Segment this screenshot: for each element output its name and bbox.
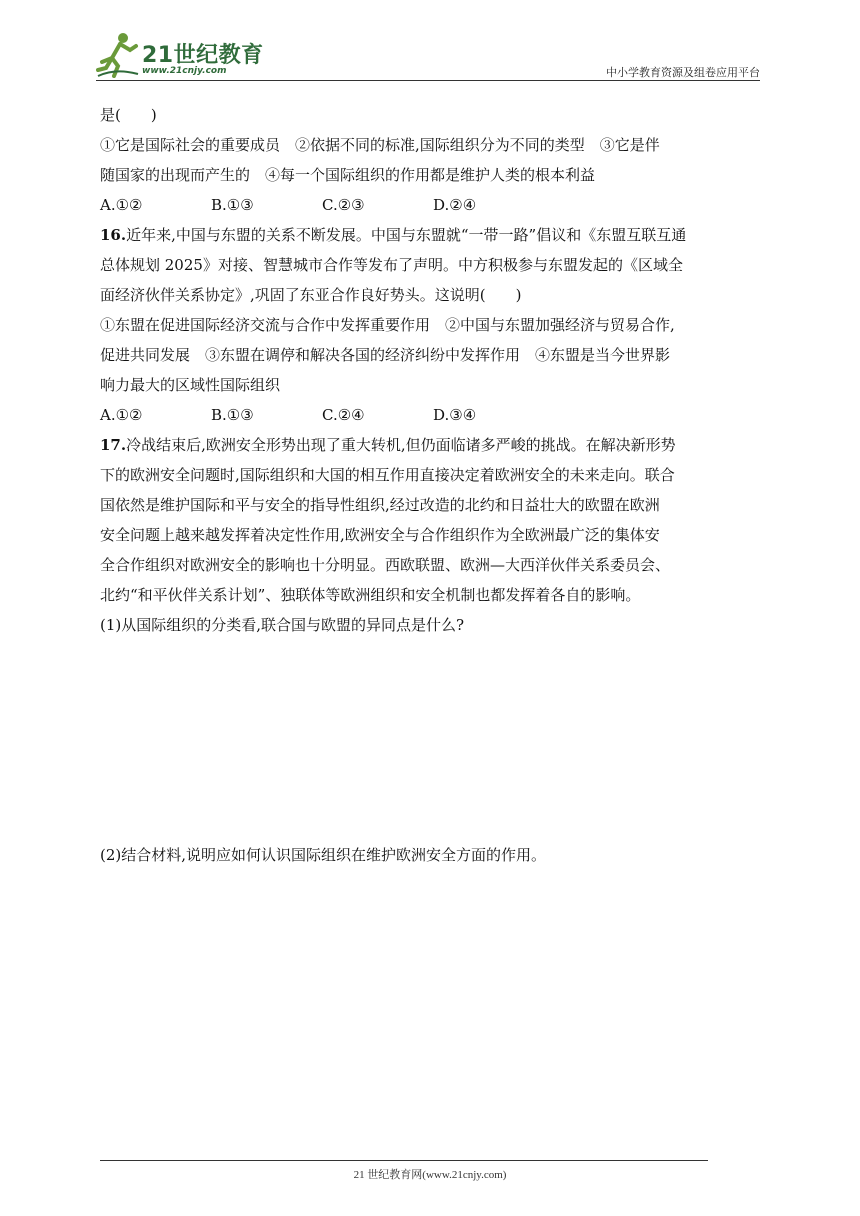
q17-subquestion-1: (1)从国际组织的分类看,联合国与欧盟的异同点是什么?: [100, 616, 465, 634]
q16-statement-line: 响力最大的区域性国际组织: [100, 376, 281, 394]
q17-material-line: 全合作组织对欧洲安全的影响也十分明显。西欧联盟、欧洲—大西洋伙伴关系委员会、: [100, 556, 671, 574]
question-17: [100, 430, 760, 1098]
logo-url: www.21cnjy.com: [142, 66, 227, 76]
q16-number: 16.: [100, 226, 127, 244]
footer-divider: [100, 1160, 708, 1161]
q16-stem-line: 近年来,中国与东盟的关系不断发展。中国与东盟就“一带一路”倡议和《东盟互联互通: [126, 226, 687, 244]
platform-label: 中小学教育资源及组卷应用平台: [606, 66, 760, 79]
q15-option-a: A.①②: [100, 196, 143, 214]
answer-space-1[interactable]: [100, 640, 760, 840]
site-logo: [96, 32, 266, 78]
runner-icon: [96, 32, 140, 78]
q16-stem-line: 面经济伙伴关系协定》,巩固了东亚合作良好势头。这说明( ): [100, 286, 522, 304]
q17-material-line: 下的欧洲安全问题时,国际组织和大国的相互作用直接决定着欧洲安全的未来走向。联合: [100, 466, 675, 484]
q17-material-line: 国依然是维护国际和平与安全的指导性组织,经过改造的北约和日益壮大的欧盟在欧洲: [100, 496, 660, 514]
question-16: [100, 220, 760, 430]
page-footer: 21 世纪教育网(www.21cnjy.com): [353, 1169, 507, 1181]
q15-stem-end: 是( ): [100, 106, 157, 124]
q16-stem-line: 总体规划 2025》对接、智慧城市合作等发布了声明。中方积极参与东盟发起的《区域全: [100, 256, 683, 274]
q15-option-b: B.①③: [211, 196, 254, 214]
q16-options: [100, 400, 760, 430]
q17-number: 17.: [100, 436, 127, 454]
q17-subquestion-2: (2)结合材料,说明应如何认识国际组织在维护欧洲安全方面的作用。: [100, 846, 547, 864]
exam-content: [100, 100, 760, 1098]
q17-material-line: 冷战结束后,欧洲安全形势出现了重大转机,但仍面临诸多严峻的挑战。在解决新形势: [126, 436, 676, 454]
logo-text: 21世纪教育: [142, 43, 264, 68]
q16-option-a: A.①②: [100, 406, 143, 424]
q16-statement-line: 促进共同发展 ③东盟在调停和解决各国的经济纠纷中发挥作用 ④东盟是当今世界影: [100, 346, 671, 364]
q16-option-b: B.①③: [211, 406, 254, 424]
q16-option-c: C.②④: [322, 406, 365, 424]
q17-material-line: 安全问题上越来越发挥着决定性作用,欧洲安全与合作组织作为全欧洲最广泛的集体安: [100, 526, 660, 544]
q15-option-c: C.②③: [322, 196, 365, 214]
q15-options: [100, 190, 760, 220]
answer-space-2[interactable]: [100, 870, 760, 1098]
q17-material-line: 北约“和平伙伴关系计划”、独联体等欧洲组织和安全机制也都发挥着各自的影响。: [100, 586, 641, 604]
question-15: [100, 100, 760, 220]
q15-statement-line: 随国家的出现而产生的 ④每一个国际组织的作用都是维护人类的根本利益: [100, 166, 596, 184]
page-header: [96, 28, 760, 80]
q16-option-d: D.③④: [433, 406, 477, 424]
q15-statement-line: ①它是国际社会的重要成员 ②依据不同的标准,国际组织分为不同的类型 ③它是伴: [100, 136, 660, 154]
header-divider: [96, 80, 760, 81]
q16-statement-line: ①东盟在促进国际经济交流与合作中发挥重要作用 ②中国与东盟加强经济与贸易合作,: [100, 316, 675, 334]
q15-option-d: D.②④: [433, 196, 477, 214]
